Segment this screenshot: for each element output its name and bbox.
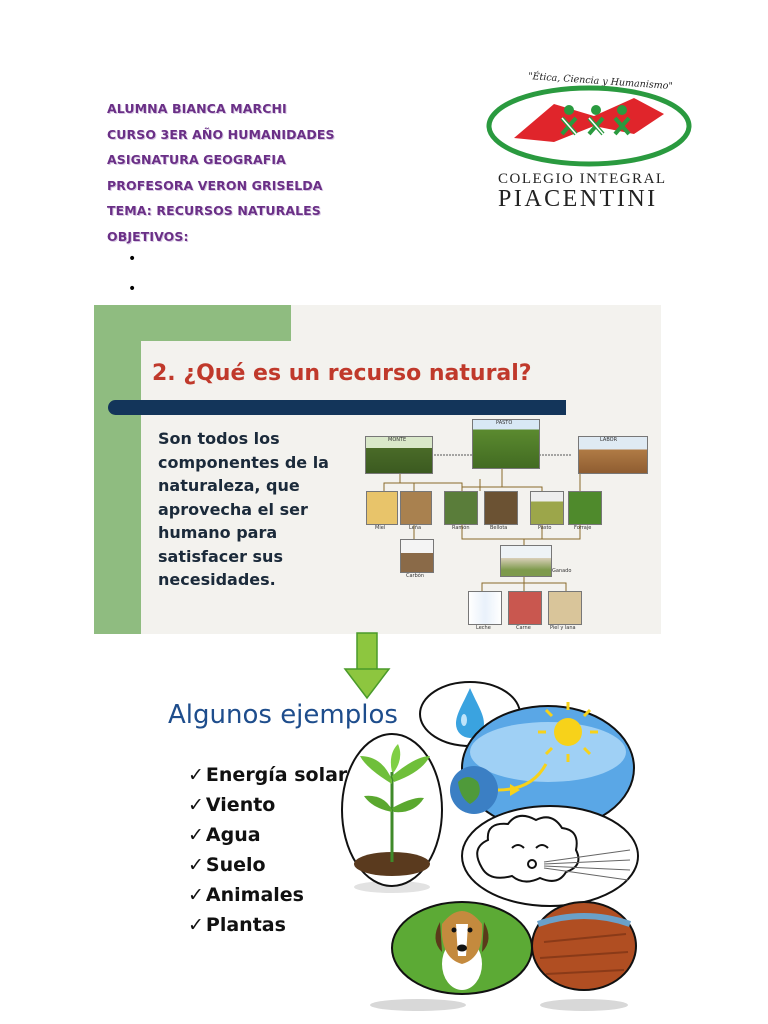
slide-title-underline <box>108 400 566 415</box>
logo-name-line2: PIACENTINI <box>498 186 658 212</box>
tree-label-monte: MONTE <box>388 437 407 443</box>
subject: ASIGNATURA GEOGRAFIA <box>107 152 286 167</box>
topic: TEMA: RECURSOS NATURALES <box>107 203 321 218</box>
logo-name-line1: COLEGIO INTEGRAL <box>498 171 667 187</box>
tree-node-pasto <box>472 419 540 469</box>
school-logo <box>484 70 694 216</box>
tree-label-ganado: Ganado <box>552 568 572 574</box>
logo-motto: "Ética, Ciencia y Humanismo" <box>527 70 674 93</box>
tree-node-piel <box>548 591 582 625</box>
check-icon: ✓ <box>188 794 204 816</box>
tree-label-miel: Miel <box>375 525 386 531</box>
slide-definition: Son todos los componentes de la naturaleza, que aprovecha el ser humano para satisfacer sus necesidades. <box>158 429 329 589</box>
student-info <box>107 96 335 249</box>
objectives-label: OBJETIVOS: <box>107 228 189 244</box>
soil-icon <box>532 902 636 990</box>
slide-green-sidebar <box>94 305 141 634</box>
objective-bullet: • <box>128 281 137 297</box>
check-icon: ✓ <box>188 884 204 906</box>
tree-node-carne <box>508 591 542 625</box>
example-label: Viento <box>205 794 276 816</box>
tree-node-forraje <box>568 491 602 525</box>
tree-label-ramon: Ramón <box>452 525 470 531</box>
example-label: Plantas <box>205 914 286 936</box>
slide-green-top <box>141 305 291 341</box>
tree-label-labor: LABOR <box>600 437 618 443</box>
resource-tree-diagram <box>362 415 654 634</box>
tree-node-lena <box>400 491 432 525</box>
teacher: PROFESORA VERON GRISELDA <box>107 177 323 193</box>
check-icon: ✓ <box>188 914 204 936</box>
tree-node-leche <box>468 591 502 625</box>
course: CURSO 3ER AÑO HUMANIDADES <box>107 126 335 142</box>
student-name: ALUMNA BIANCA MARCHI <box>107 101 287 116</box>
example-label: Agua <box>205 824 261 846</box>
example-label: Animales <box>205 884 304 906</box>
tree-label-lena: Leña <box>409 525 422 531</box>
tree-label-pasto-small: Pasto <box>538 525 552 531</box>
tree-node-bellota <box>484 491 518 525</box>
tree-node-miel <box>366 491 398 525</box>
objectives-list <box>128 252 136 312</box>
tree-label-leche: Leche <box>476 625 491 631</box>
tree-label-carne: Carne <box>516 625 531 631</box>
dog-icon <box>392 902 532 994</box>
wind-icon <box>462 806 638 906</box>
slide-title: 2. ¿Qué es un recurso natural? <box>152 361 532 386</box>
check-icon: ✓ <box>188 764 204 786</box>
logo-emblem <box>484 76 694 171</box>
examples-illustration <box>152 672 642 1012</box>
tree-node-carbon <box>400 539 434 573</box>
check-icon: ✓ <box>188 824 204 846</box>
examples-heading: Algunos ejemplos <box>168 700 398 730</box>
tree-label-carbon: Carbón <box>406 573 425 579</box>
objective-bullet: • <box>128 251 137 267</box>
check-icon: ✓ <box>188 854 204 876</box>
plant-sprout-icon <box>342 734 442 886</box>
tree-label-piel: Piel y lana <box>550 625 576 631</box>
tree-node-ganado <box>500 545 552 577</box>
example-label: Suelo <box>205 854 266 876</box>
tree-label-forraje: Forraje <box>574 525 592 531</box>
example-label: Energía solar <box>205 764 348 786</box>
slide-examples <box>152 672 642 1012</box>
tree-node-pasto-small <box>530 491 564 525</box>
tree-label-bellota: Bellota <box>490 525 508 531</box>
tree-label-pasto: PASTO <box>496 420 513 426</box>
slide-what-is-natural-resource <box>94 305 661 634</box>
tree-node-ramon <box>444 491 478 525</box>
